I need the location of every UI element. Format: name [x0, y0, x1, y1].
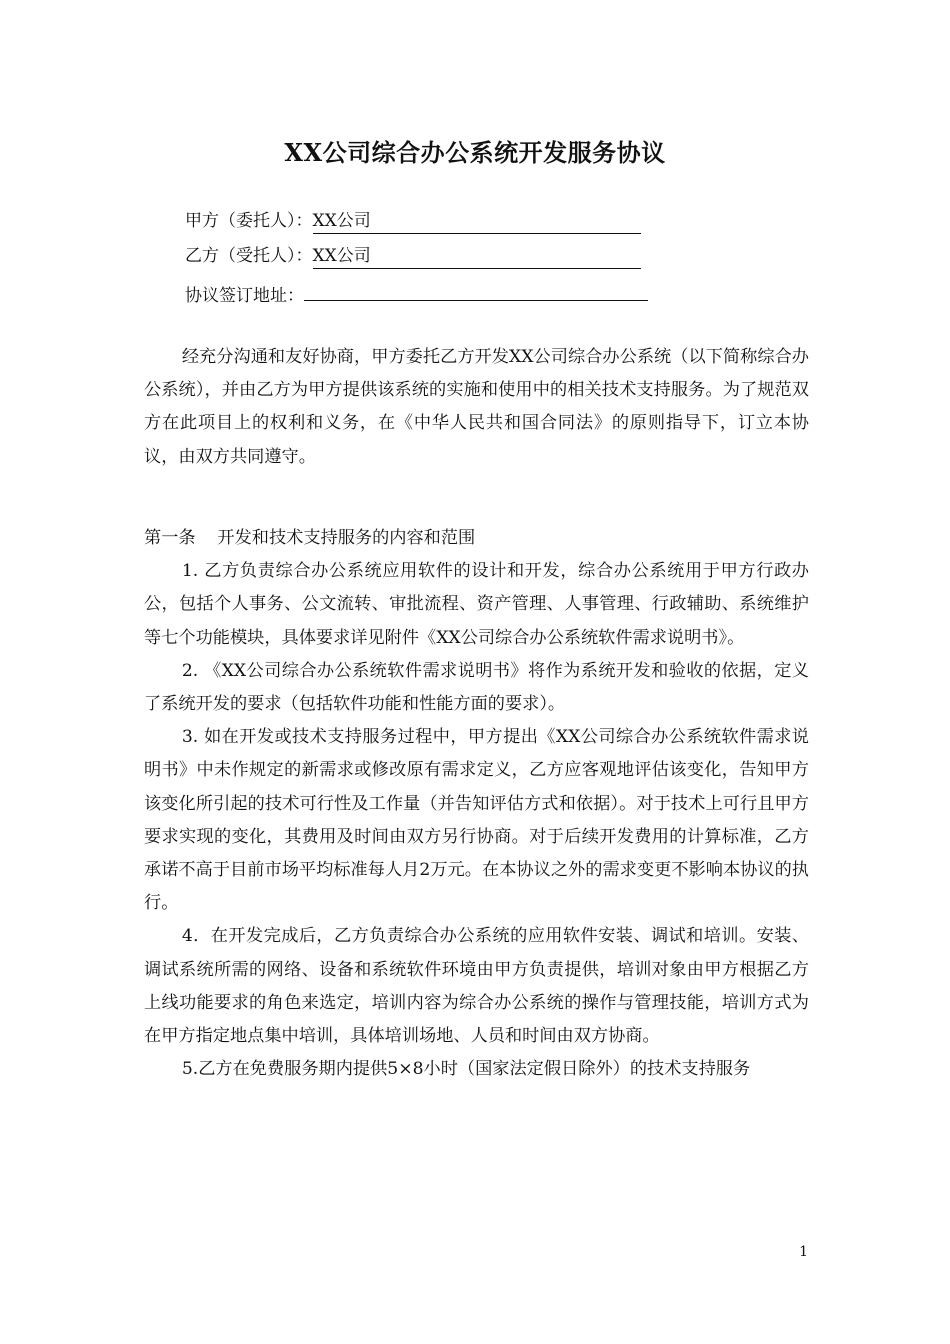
party-b-line	[185, 245, 641, 269]
document-title: XX公司综合办公系统开发服务协议	[284, 138, 666, 167]
party-a-label: 甲方（委托人）：	[185, 211, 313, 231]
preamble-block	[144, 341, 809, 474]
address-line	[185, 281, 648, 307]
party-a-line	[185, 210, 641, 234]
address-value	[304, 281, 648, 301]
page-number: 1	[799, 1244, 808, 1260]
preamble-paragraph: 经充分沟通和友好协商，甲方委托乙方开发XX公司综合办公系统（以下简称综合办公系统），并由乙方为甲方提供该系统的实施和使用中的相关技术支持服务。为了规范双方在此项目上的权利和义务，在《中华人民共和国合同法》的原则指导下，订立本协议，由双方共同遵守。	[144, 347, 809, 467]
article-1-heading: 第一条 开发和技术支持服务的内容和范围	[144, 528, 476, 548]
article-1-item-1: 1. 乙方负责综合办公系统应用软件的设计和开发，综合办公系统用于甲方行政办公，包括个人事务、公文流转、审批流程、资产管理、人事管理、行政辅助、系统维护等七个功能模块，具体要求详见附件《XX公司综合办公系统软件需求说明书》。	[144, 561, 809, 648]
address-label: 协议签订地址：	[185, 286, 304, 306]
article-1-item-3: 3. 如在开发或技术支持服务过程中，甲方提出《XX公司综合办公系统软件需求说明书》中未作规定的新需求或修改原有需求定义，乙方应客观地评估该变化，告知甲方该变化所引起的技术可行性及工作量（并告知评估方式和依据）。对于技术上可行且甲方要求实现的变化，其费用及时间由双方另行协商。对于后续开发费用的计算标准，乙方承诺不高于目前市场平均标准每人月2万元。在本协议之外的需求变更不影响本协议的执行。	[144, 727, 809, 914]
party-b-label: 乙方（受托人）：	[185, 246, 313, 266]
party-a-value: XX公司	[313, 210, 641, 234]
article-1-item-5: 5.乙方在免费服务期内提供5×8小时（国家法定假日除外）的技术支持服务	[181, 1059, 751, 1080]
article-1-block	[144, 522, 809, 1086]
party-b-value: XX公司	[313, 245, 641, 269]
article-1-item-4: 4．在开发完成后，乙方负责综合办公系统的应用软件安装、调试和培训。安装、调试系统所需的网络、设备和系统软件环境由甲方负责提供，培训对象由甲方根据乙方上线功能要求的角色来选定，培训内容为综合办公系统的操作与管理技能，培训方式为在甲方指定地点集中培训，具体培训场地、人员和时间由双方协商。	[144, 926, 809, 1047]
article-1-item-2: 2. 《XX公司综合办公系统软件需求说明书》将作为系统开发和验收的依据，定义了系统开发的要求（包括软件功能和性能方面的要求）。	[144, 660, 809, 715]
